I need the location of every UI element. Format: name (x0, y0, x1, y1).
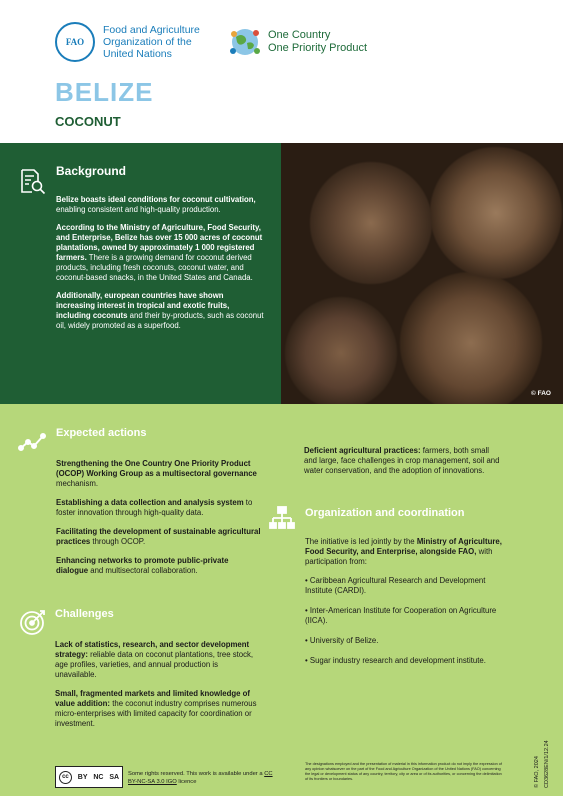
globe-icon (228, 25, 262, 59)
document-code: CD3628EN/1/12.24 (544, 740, 550, 788)
license-link[interactable]: CC BY-NC-SA 3.0 IGO (128, 771, 273, 785)
list-item: Strengthening the One Country One Priority Product (OCOP) Working Group as a multisectoral governance mechanism. (56, 459, 257, 488)
list-item: • Caribbean Agricultural Research and Development Institute (CARDI). (305, 576, 486, 595)
challenges-list (55, 640, 260, 738)
fao-emblem-icon: FAO (55, 22, 95, 62)
list-item: • University of Belize. (305, 636, 379, 645)
country-title: BELIZE (55, 77, 154, 107)
list-item: Lack of statistics, research, and sector development strategy: reliable data on coconut plantations, tree stock, age profiles, varieties, and annual production is unavailable. (55, 640, 254, 679)
ocop-logo[interactable] (228, 25, 367, 59)
cc-nc-label: NC (93, 773, 104, 781)
copyright-text: © FAO, 2024 (534, 756, 540, 788)
organization-title: Organization and coordination (305, 507, 465, 519)
document-search-icon (18, 167, 46, 195)
target-icon (18, 607, 48, 637)
document-code-area (534, 700, 554, 790)
org-chart-icon (268, 504, 296, 532)
background-title: Background (56, 164, 127, 178)
list-item: Small, fragmented markets and limited knowledge of value addition: the coconut industry comprises numerous micro-enterprises with limited capacity for coordination or investment. (55, 689, 257, 728)
background-text (56, 195, 264, 339)
organization-intro: The initiative is led jointly by the Ministry of Agriculture, Food Security, and Enterprise, alongside FAO, with participation from: (305, 537, 502, 566)
list-item: • Inter-American Institute for Cooperation on Agriculture (IICA). (305, 606, 497, 625)
background-paragraph: According to the Ministry of Agriculture, Food Security, and Enterprise, Belize has over 15 000 acres of coconut plantations, owned by approximately 1 000 registered farmers. There is a growing demand for coconut derived products, including fresh coconuts, coconut water, and coconut-based snacks, in the United States and Canada. (56, 223, 263, 282)
photo-credit: © FAO (531, 390, 551, 397)
expected-actions-list (56, 459, 261, 585)
coconut-photo (281, 143, 563, 404)
list-item: • Sugar industry research and development institute. (305, 656, 486, 665)
header (0, 0, 563, 143)
list-item: Deficient agricultural practices: farmers, both small and large, face challenges in crop management, soil and water conservation, and the adoption of innovations. (304, 446, 500, 475)
list-item: Facilitating the development of sustainable agricultural practices through OCOP. (56, 527, 261, 546)
product-title: COCONUT (55, 114, 121, 129)
expected-actions-title: Expected actions (56, 427, 147, 439)
disclaimer-text: The designations employed and the presentation of material in this information product do not imply the expression of any opinion whatsoever on the part of the Food and Agriculture Organization of the United Nations (FAO) concerning the legal or development status of any country, territory, city or area or of its authorities, or concerning the delimitation of its frontiers or boundaries. (305, 762, 502, 781)
organization-text (305, 537, 505, 676)
trend-line-icon (18, 426, 46, 454)
creative-commons-badge[interactable] (55, 766, 123, 788)
cc-by-label: BY (77, 773, 88, 781)
background-paragraph: Belize boasts ideal conditions for coconut cultivation, enabling consistent and high-quality production. (56, 195, 256, 214)
license-text: Some rights reserved. This work is available under a CC BY-NC-SA 3.0 IGO licence (128, 771, 273, 785)
challenges-list-continued (304, 446, 504, 485)
list-item: Establishing a data collection and analysis system to foster innovation through high-quality data. (56, 498, 253, 517)
ocop-name: One Country One Priority Product (268, 29, 368, 54)
background-paragraph: Additionally, european countries have shown increasing interest in tropical and exotic fruits, including coconuts and their by-products, such as coconut oil, widely promoted as a superfood. (56, 291, 264, 330)
cc-sa-label: SA (109, 773, 120, 781)
fao-name: Food and Agriculture Organization of the United Nations (103, 24, 200, 60)
fao-logo[interactable] (55, 22, 200, 62)
cc-icon: cc (59, 771, 72, 784)
challenges-title: Challenges (55, 608, 114, 620)
list-item: Enhancing networks to promote public-private dialogue and multisectoral collaboration. (56, 556, 229, 575)
